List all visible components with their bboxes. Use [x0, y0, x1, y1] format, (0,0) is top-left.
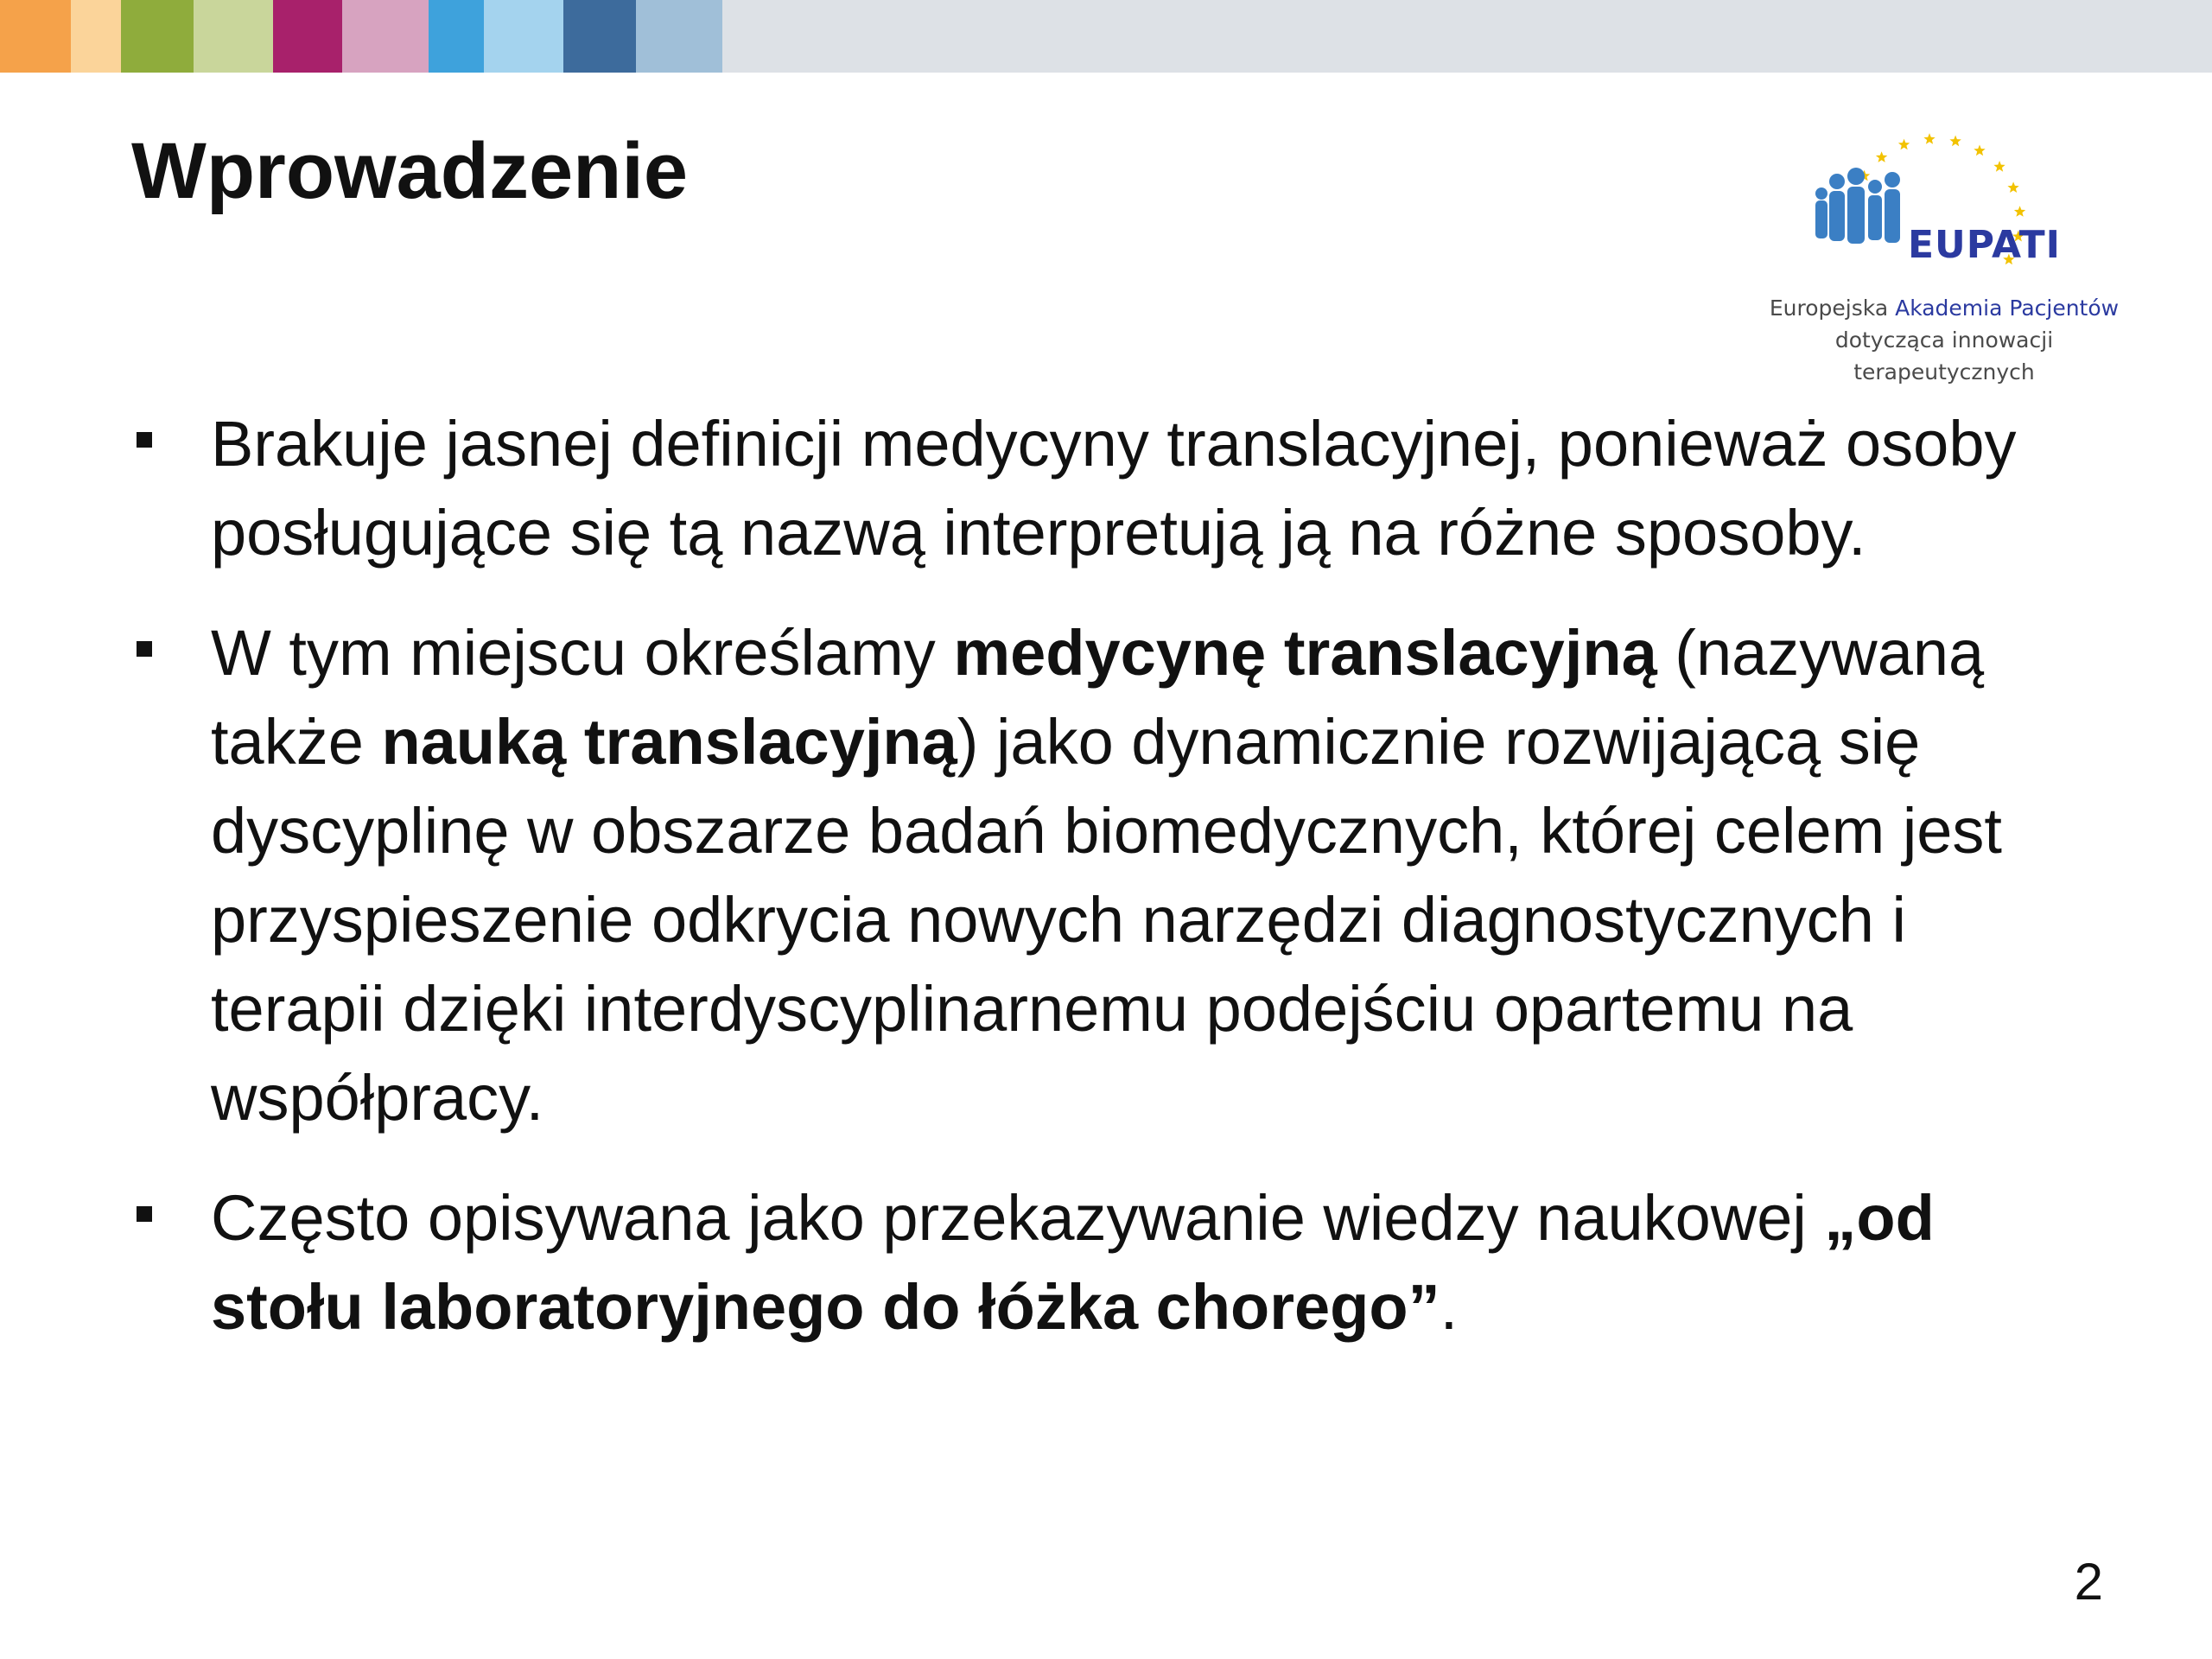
logo-caption-plain: Europejska [1769, 296, 1896, 321]
eupati-logo [1763, 114, 2126, 391]
logo-caption-line-3: terapeutycznych [1853, 359, 2035, 385]
color-segment-dark-blue [563, 0, 636, 73]
star-icon [2007, 181, 2018, 193]
bullet-bold-text: medycynę translacyjną [953, 617, 1657, 689]
slide-title: Wprowadzenie [131, 127, 689, 215]
bullet-text: W tym miejscu określamy [211, 617, 954, 689]
bullet-text: . [1440, 1271, 1459, 1343]
color-segment-blue [429, 0, 484, 73]
color-segment-light-green [194, 0, 273, 73]
decorative-color-bar [0, 0, 2212, 73]
star-icon [2014, 206, 2025, 217]
bullet-text: Często opisywana jako przekazywanie wiedzy naukowej [211, 1182, 1825, 1254]
bullet-marker-icon [137, 1206, 152, 1222]
star-icon [1949, 136, 1961, 147]
star-icon [1993, 161, 2005, 172]
color-segment-orange [0, 0, 71, 73]
bullet-bold-text: nauką translacyjną [381, 706, 957, 778]
logo-name: EUPATI [1908, 223, 2062, 267]
logo-caption-line-2: dotycząca innowacji [1834, 327, 2054, 353]
color-segment-light-blue [484, 0, 563, 73]
bullet-item [130, 399, 2082, 577]
bullet-marker-icon [137, 432, 152, 448]
color-segment-grey-blue [636, 0, 722, 73]
color-segment-magenta [273, 0, 342, 73]
logo-caption [1763, 292, 2126, 388]
star-icon [1898, 139, 1910, 150]
color-segment-pink [342, 0, 429, 73]
bullet-text: Brakuje jasnej definicji medycyny translacyjnej, ponieważ osoby posługujące się tą nazwą interpretują ją na różne sposoby. [211, 408, 2017, 569]
color-segment-green [121, 0, 194, 73]
logo-caption-accent: Akademia Pacjentów [1895, 296, 2120, 321]
bullet-item [130, 1173, 2082, 1351]
color-segment-light-orange [71, 0, 121, 73]
star-icon [1923, 133, 1935, 144]
bullet-list [130, 399, 2082, 1351]
bullet-text: (nazywaną także [211, 617, 1985, 778]
bullet-item [130, 608, 2082, 1142]
eupati-emblem-icon [1763, 114, 2126, 296]
bullet-bold-text: „od stołu laboratoryjnego do łóżka chorego” [211, 1182, 1935, 1343]
star-icon [1974, 145, 1985, 156]
logo-caption-line-1 [1763, 292, 2126, 324]
bullet-text: ) jako dynamicznie rozwijającą się dyscyplinę w obszarze badań biomedycznych, której celem jest przyspieszenie odkrycia nowych narzędzi diagnostycznych i terapii dzięki interdyscyplinarnemu podejściu opartemu na współpracy. [211, 706, 2002, 1134]
star-icon [1876, 151, 1887, 162]
bullet-marker-icon [137, 641, 152, 657]
page-number: 2 [2074, 1553, 2103, 1611]
people-figures-icon [1815, 168, 1900, 244]
